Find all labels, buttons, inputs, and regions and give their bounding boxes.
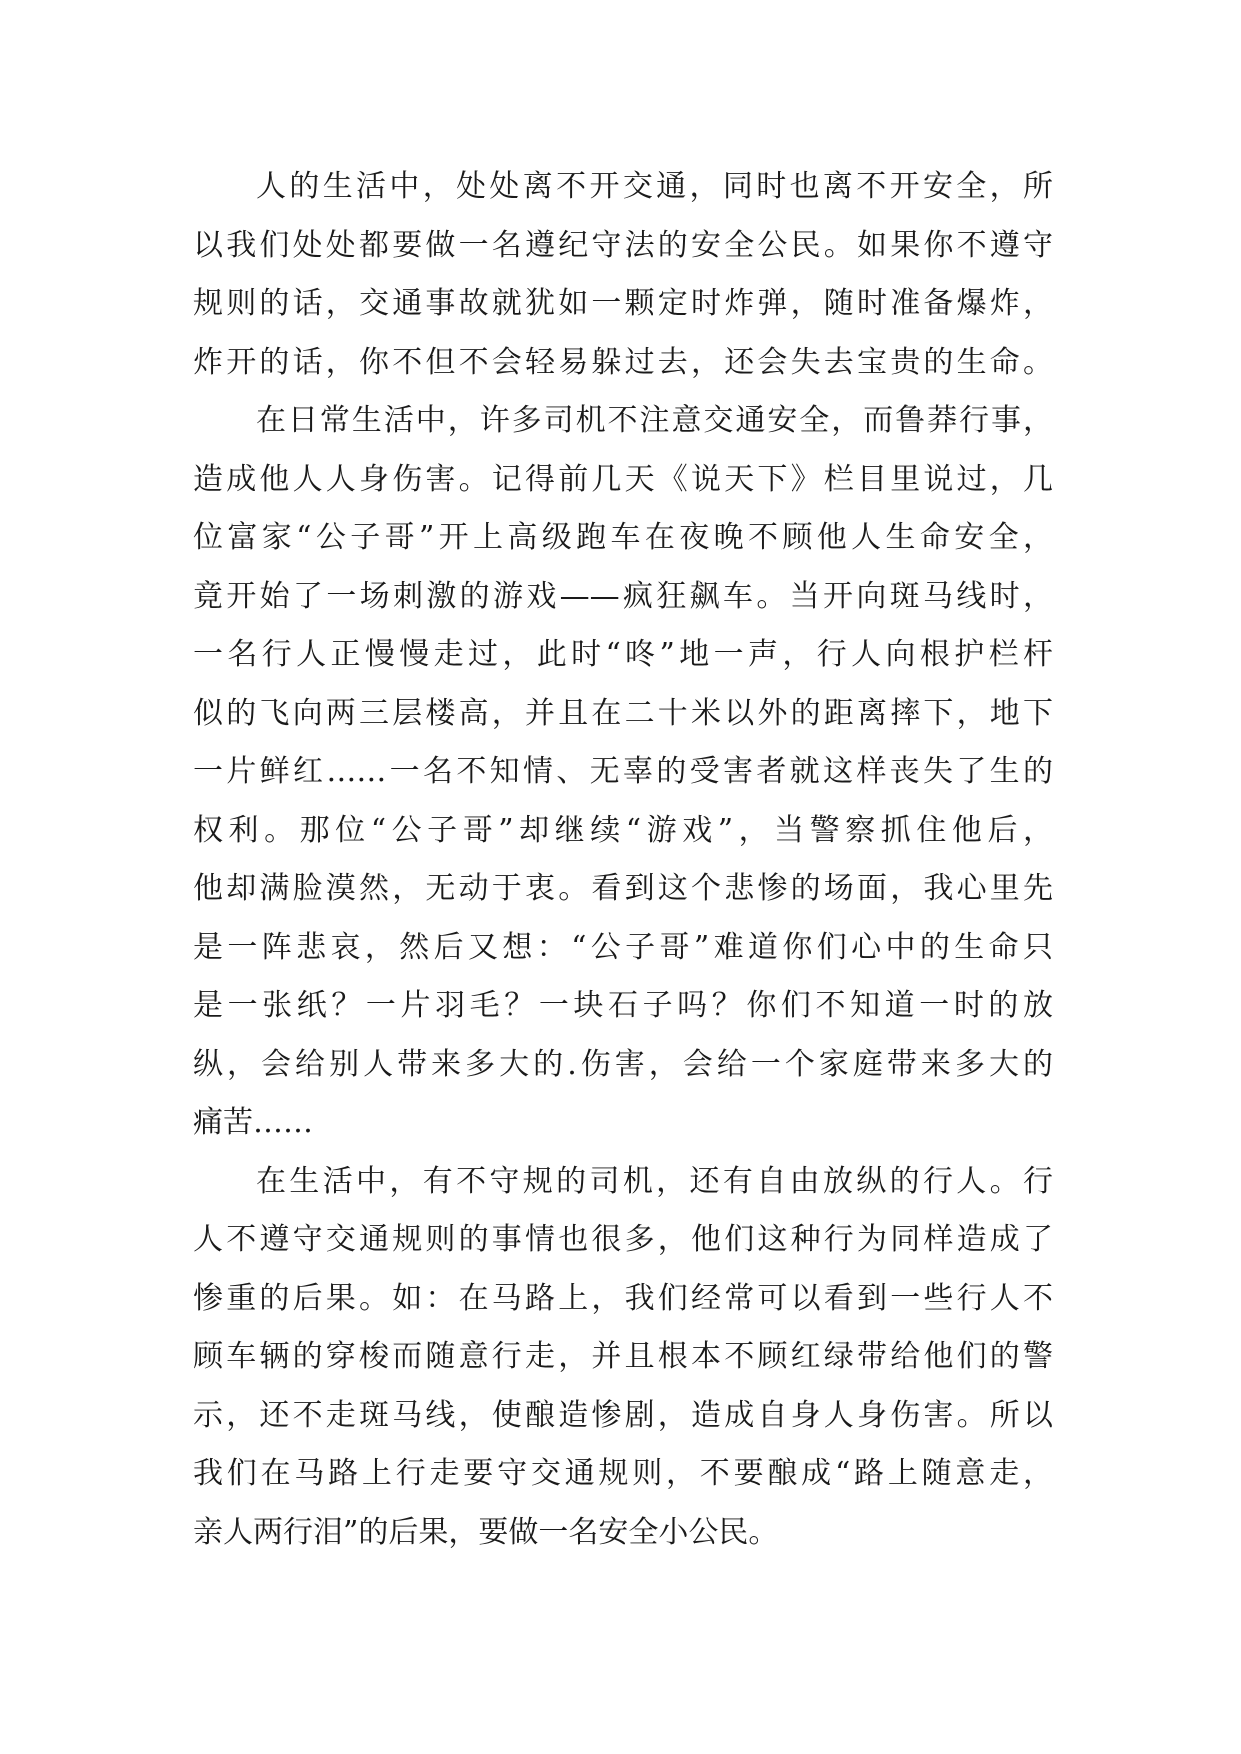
text-line: 我们在马路上行走要守交通规则，不要酿成“路上随意走，: [193, 1456, 1053, 1491]
text-line: 示，还不走斑马线，使酿造惨剧，造成自身人身伤害。所以: [193, 1397, 1053, 1433]
text-line: 在日常生活中，许多司机不注意交通安全，而鲁莽行事，: [256, 403, 1053, 438]
text-line: 位富家“公子哥”开上高级跑车在夜晚不顾他人生命安全，: [193, 520, 1053, 555]
text-line: 在生活中，有不守规的司机，还有自由放纵的行人。行: [256, 1163, 1053, 1199]
text-line: 亲人两行泪”的后果，要做一名安全小公民。: [193, 1514, 779, 1550]
document-body: [193, 158, 1053, 1562]
text-line: 一名行人正慢慢走过，此时“咚”地一声，行人向根护栏杆: [193, 637, 1053, 672]
text-line: 痛苦……: [193, 1105, 313, 1140]
text-line: 似的飞向两三层楼高，并且在二十米以外的距离摔下，地下: [193, 695, 1053, 731]
paragraph-3: [193, 1153, 1053, 1563]
text-line: 人的生活中，处处离不开交通，同时也离不开安全，所: [256, 169, 1053, 204]
text-line: 竟开始了一场刺激的游戏——疯狂飙车。当开向斑马线时，: [193, 578, 1053, 614]
paragraph-2: [193, 392, 1053, 1153]
text-line: 是一张纸？一片羽毛？一块石子吗？你们不知道一时的放: [193, 988, 1053, 1023]
paragraph-1: [193, 158, 1053, 392]
text-line: 权利。那位“公子哥”却继续“游戏”，当警察抓住他后，: [193, 812, 1053, 848]
text-line: 规则的话，交通事故就犹如一颗定时炸弹，随时准备爆炸，: [193, 286, 1053, 321]
text-line: 炸开的话，你不但不会轻易躲过去，还会失去宝贵的生命。: [193, 344, 1053, 380]
text-line: 顾车辆的穿梭而随意行走，并且根本不顾红绿带给他们的警: [193, 1339, 1053, 1374]
text-line: 惨重的后果。如：在马路上，我们经常可以看到一些行人不: [193, 1280, 1053, 1316]
text-line: 一片鲜红……一名不知情、无辜的受害者就这样丧失了生的: [193, 754, 1053, 789]
text-line: 他却满脸漠然，无动于衷。看到这个悲惨的场面，我心里先: [193, 871, 1053, 906]
text-line: 是一阵悲哀，然后又想：“公子哥”难道你们心中的生命只: [193, 929, 1053, 965]
text-line: 以我们处处都要做一名遵纪守法的安全公民。如果你不遵守: [193, 227, 1053, 263]
text-line: 人不遵守交通规则的事情也很多，他们这种行为同样造成了: [193, 1222, 1053, 1257]
text-line: 纵，会给别人带来多大的.伤害，会给一个家庭带来多大的: [193, 1046, 1053, 1082]
text-line: 造成他人人身伤害。记得前几天《说天下》栏目里说过，几: [193, 461, 1053, 497]
